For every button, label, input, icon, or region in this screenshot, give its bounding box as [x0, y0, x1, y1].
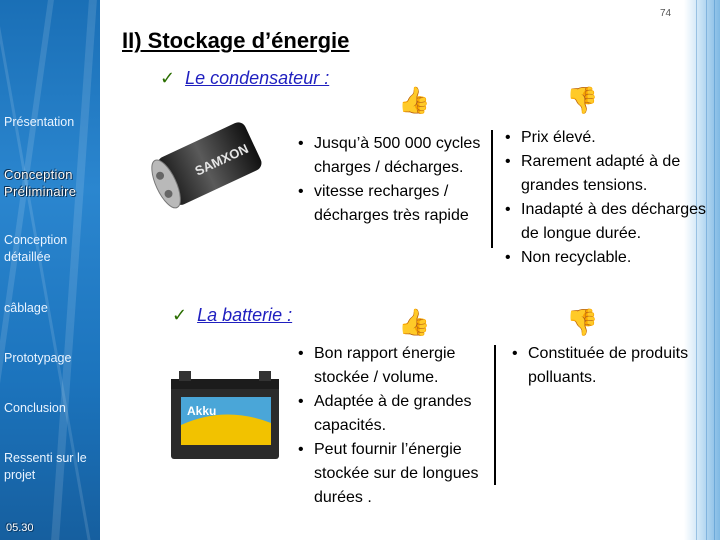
checkmark-icon: ✓ — [160, 68, 176, 89]
thumbs-up-icon: 👍 — [398, 86, 431, 116]
condensateur-pros-list — [298, 132, 498, 228]
sidebar — [0, 0, 100, 540]
condensateur-image — [135, 118, 275, 218]
page-number: 74 — [660, 8, 672, 19]
divider — [494, 345, 496, 485]
list-item: • Rarement adapté à de grandes tensions. — [505, 150, 710, 198]
decor-line — [714, 0, 715, 540]
condensateur-heading — [160, 68, 329, 89]
list-item: • Adaptée à de grandes capacités. — [298, 390, 498, 438]
batterie-cons-list — [512, 342, 697, 390]
list-item: • Peut fournir l’énergie stockée sur de longues durées . — [298, 438, 498, 510]
condensateur-cons-list — [505, 126, 710, 270]
sidebar-item-ressenti[interactable]: Ressenti sur le projet — [4, 451, 87, 482]
sidebar-item-presentation[interactable]: Présentation — [4, 115, 75, 129]
checkmark-icon: ✓ — [172, 305, 188, 326]
thumbs-down-icon: 👎 — [566, 308, 599, 338]
sidebar-date: 05.30 — [6, 522, 34, 534]
batterie-pros-list — [298, 342, 498, 510]
decor-line — [706, 0, 707, 540]
thumbs-up-icon: 👍 — [398, 308, 431, 338]
thumbs-down-icon: 👎 — [566, 86, 599, 116]
decor-line — [696, 0, 697, 540]
list-item: • Prix élevé. — [505, 126, 710, 150]
right-decoration — [684, 0, 720, 540]
list-item: • vitesse recharges / décharges très rapide — [298, 180, 498, 228]
list-item: • Non recyclable. — [505, 246, 710, 270]
sidebar-item-conception-preliminaire[interactable]: Conception Préliminaire — [4, 167, 77, 199]
batterie-image — [165, 365, 285, 465]
battery-brand: Akku — [187, 404, 217, 418]
list-item: • Inadapté à des décharges de longue durée. — [505, 198, 710, 246]
list-item: • Bon rapport énergie stockée / volume. — [298, 342, 498, 390]
sidebar-item-cablage[interactable]: câblage — [4, 301, 48, 315]
condensateur-heading-text: Le condensateur : — [185, 68, 330, 88]
page-title — [122, 28, 349, 54]
batterie-heading-text: La batterie : — [197, 305, 293, 325]
sidebar-item-conception-detaillee[interactable]: Conception détaillée — [4, 233, 68, 264]
capacitor-brand: SAMXON — [192, 140, 251, 179]
list-item: • Jusqu’à 500 000 cycles charges / décharges. — [298, 132, 498, 180]
sidebar-item-conclusion[interactable]: Conclusion — [4, 401, 66, 415]
battery-terminal — [259, 371, 271, 381]
battery-terminal — [179, 371, 191, 381]
batterie-heading — [172, 305, 292, 326]
page-title-text: II) Stockage d’énergie — [122, 28, 350, 53]
sidebar-item-prototypage[interactable]: Prototypage — [4, 351, 72, 365]
divider — [491, 130, 493, 248]
list-item: • Constituée de produits polluants. — [512, 342, 697, 390]
